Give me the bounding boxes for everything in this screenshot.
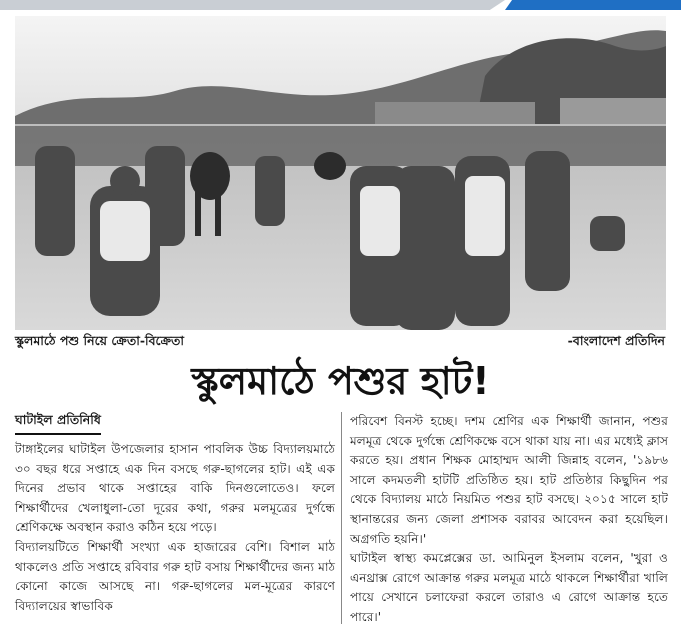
top-decorative-bar [0, 0, 681, 14]
column-divider [341, 412, 342, 624]
top-bar-grey-segment [0, 0, 505, 10]
article-paragraph: পরিবেশ বিনস্ট হচ্ছে। দশম শ্রেণির এক শিক্ষার্থী জানান, পশুর মলমূত্র থেকে দুর্গন্ধে শ্রেণিকক্ষে বসে থাকা যায় না। এর মধ্যেই ক্লাস করতে হয়। প্রধান শিক্ষক মোহাম্মদ আলী জিন্নাহ বলেন, '১৯৮৬ সালে কদমতলী হাটটি প্রতিষ্ঠিত হয়। হাট প্রতিষ্ঠার কিছুদিন পর থেকে বিদ্যালয় মাঠে নিয়মিত পশুর হাট বসছে। ২০১৫ সালে হাট স্থানান্তরের জন্য জেলা প্রশাসক বরাবর আবেদন করা হয়েছিল। অগ্রগতি হয়নি।' [350, 414, 668, 546]
cattle-market-photo-icon [15, 16, 666, 330]
article-paragraph: ঘাটাইল স্বাস্থ্য কমপ্লেক্সের ডা. আমিনুল ইসলাম বলেন, 'খুরা ও এনথ্রাক্স রোগে আক্রান্ত গরুর মলমূত্র মাঠে থাকলে শিক্ষার্থীরা খালি পায়ে সেখানে চলাফেরা করলে তারাও এ রোগে আক্রান্ত হতে পারে।' [350, 551, 668, 624]
news-photo [15, 16, 666, 330]
article-column-left [15, 440, 335, 616]
article-column-right [350, 412, 668, 628]
photo-caption: স্কুলমাঠে পশু নিয়ে ক্রেতা-বিক্রেতা [15, 333, 185, 348]
top-bar-blue-segment [505, 0, 681, 10]
article-paragraph: বিদ্যালয়টিতে শিক্ষার্থী সংখ্যা এক হাজারের বেশি। বিশাল মাঠ থাকলেও প্রতি সপ্তাহে রবিবার গরু হাট বসায় শিক্ষার্থীদের জন্য মাঠ কোনো কাজে আসছে না। গরু-ছাগলের মল-মূত্রের কারণে বিদ্যালয়ের স্বাভাবিক [15, 539, 335, 613]
article-headline: স্কুলমাঠে পশুর হাট! [191, 359, 490, 403]
article-byline: ঘাটাইল প্রতিনিধি [15, 412, 101, 435]
photo-credit: -বাংলাদেশ প্রতিদিন [567, 333, 665, 348]
article-paragraph: টাঙ্গাইলের ঘাটাইল উপজেলার হাসান পাবলিক উচ্চ বিদ্যালয়মাঠে ৩০ বছর ধরে সপ্তাহে এক দিন বসছে গরু-ছাগলের হাট। এই এক দিনের প্রভাব থাকে সপ্তাহের বাকি দিনগুলোতেও। ফলে শিক্ষার্থীদের খেলাধুলা-তো দূরের কথা, গরুর মলমূত্রের দুর্গন্ধে শ্রেণিকক্ষে অবস্থান করাও কঠিন হয়ে পড়ে। [15, 442, 335, 535]
